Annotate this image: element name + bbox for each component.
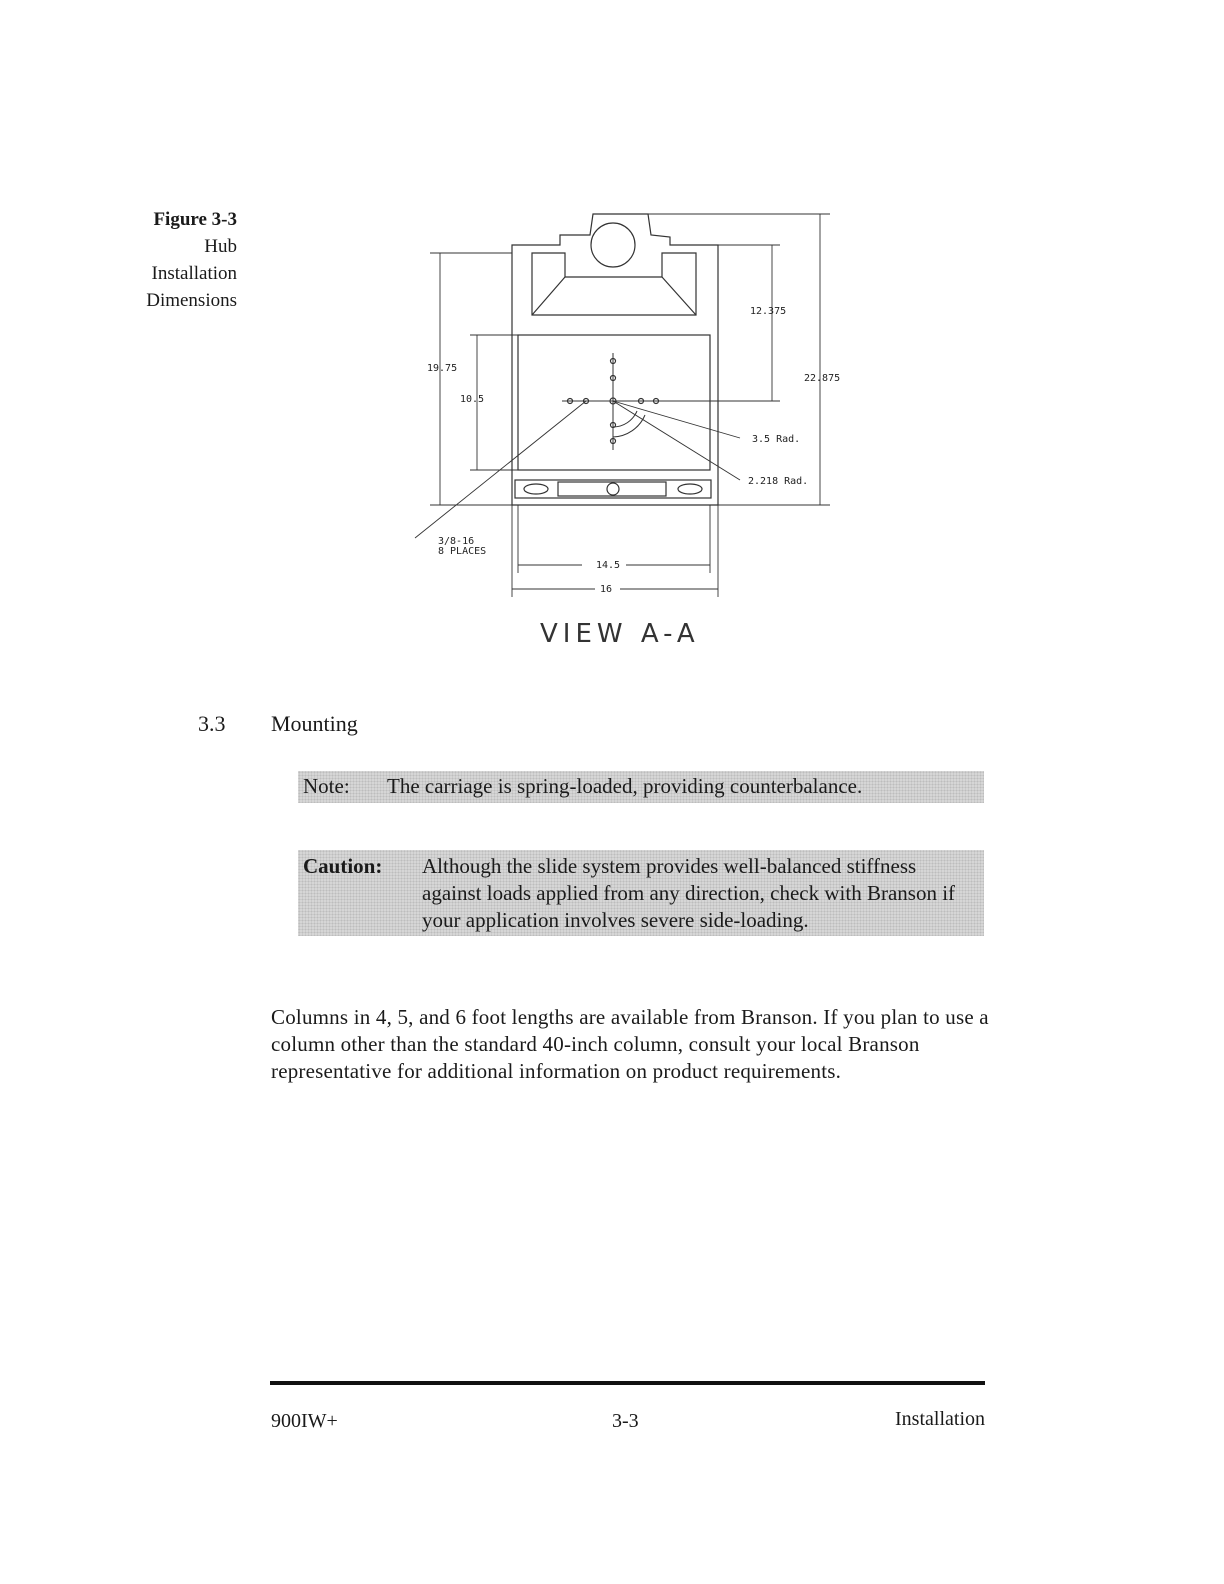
dim-22-875: 22.875 bbox=[804, 373, 841, 384]
caution-text: Although the slide system provides well-balanced stiffness against loads applied from any direction, check with Branson if your application involves severe side-loading. bbox=[422, 854, 956, 932]
figure-caption-line: Hub bbox=[204, 236, 237, 257]
footer-rule bbox=[270, 1381, 985, 1385]
note-label: Note: bbox=[303, 774, 350, 798]
view-label: VIEW A-A bbox=[540, 619, 700, 649]
figure-caption-line: Dimensions bbox=[146, 290, 237, 311]
hub-dimension-drawing bbox=[400, 205, 860, 655]
dim-19-75: 19.75 bbox=[427, 363, 458, 374]
dim-14-5: 14.5 bbox=[596, 560, 621, 571]
dim-3-5-rad: 3.5 Rad. bbox=[752, 434, 801, 445]
dim-10-5: 10.5 bbox=[460, 394, 485, 405]
footer-product: 900IW+ bbox=[271, 1410, 338, 1432]
section-title: Mounting bbox=[271, 711, 358, 736]
figure-caption bbox=[120, 206, 237, 314]
dim-2-218-rad: 2.218 Rad. bbox=[748, 476, 809, 487]
figure-number: Figure 3-3 bbox=[153, 209, 237, 230]
dim-16: 16 bbox=[600, 584, 613, 595]
hub-saddle bbox=[532, 253, 696, 315]
mounting-plate bbox=[518, 335, 710, 470]
figure-caption-line: Installation bbox=[151, 263, 237, 284]
caution-box bbox=[298, 850, 984, 936]
section-number: 3.3 bbox=[198, 711, 226, 736]
footer-page-number: 3-3 bbox=[612, 1410, 639, 1432]
note-box bbox=[298, 771, 984, 803]
footer-section: Installation bbox=[895, 1408, 985, 1430]
note-text: The carriage is spring-loaded, providing counterbalance. bbox=[387, 774, 863, 798]
body-paragraph: Columns in 4, 5, and 6 foot lengths are available from Branson. If you plan to use a column other than the standard 40-inch column, consult your local Branson representative for additional information on product requirements. bbox=[271, 1005, 989, 1083]
caution-label: Caution: bbox=[303, 854, 383, 878]
thread-count: 8 PLACES bbox=[438, 546, 487, 557]
thread-spec: 3/8-16 bbox=[438, 536, 475, 547]
top-hole bbox=[591, 223, 635, 267]
dim-12-375: 12.375 bbox=[750, 306, 787, 317]
